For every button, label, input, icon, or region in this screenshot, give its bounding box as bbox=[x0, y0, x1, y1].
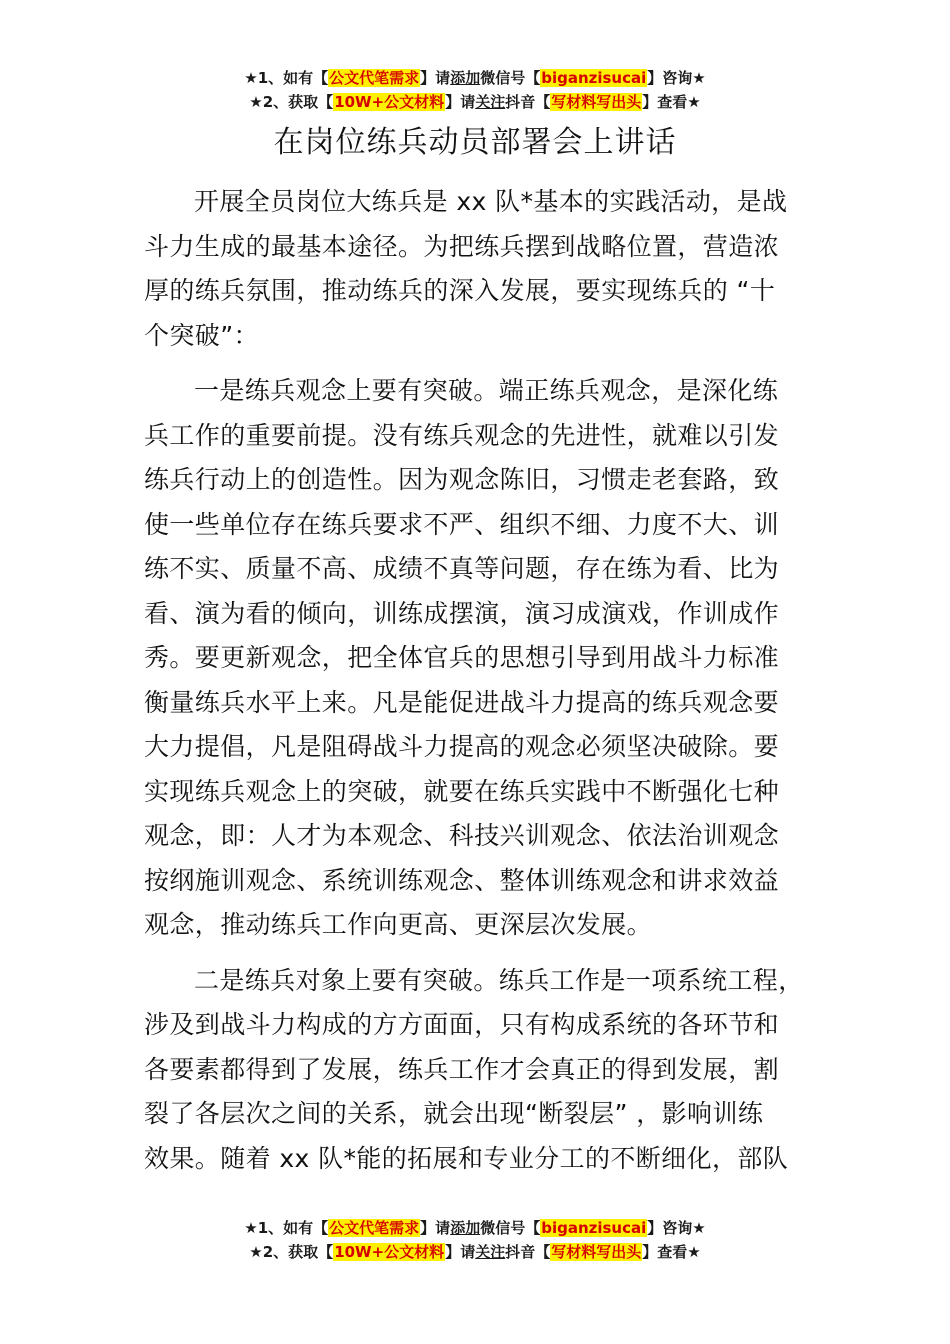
banner-text: ★2、获取【 bbox=[249, 1243, 334, 1261]
banner-text: 抖音【 bbox=[505, 93, 551, 111]
banner-text: 】查看★ bbox=[642, 93, 701, 111]
paragraph bbox=[144, 180, 812, 358]
paragraph-line: 各要素都得到了发展，练兵工作才会真正的得到发展，割 bbox=[144, 1054, 780, 1084]
paragraph-line: 厚的练兵氛围，推动练兵的深入发展，要实现练兵的 “十 bbox=[144, 276, 776, 305]
banner-text: ★1、如有【 bbox=[244, 69, 329, 87]
paragraph-line: 个突破”： bbox=[144, 320, 259, 350]
paragraph-line: 练不实、质量不高、成绩不真等问题，存在练为看、比为 bbox=[144, 554, 780, 583]
banner-text: 】请 bbox=[420, 1219, 451, 1237]
banner-text: 微信号【 bbox=[480, 1219, 541, 1237]
banner-line-1 bbox=[0, 1216, 950, 1240]
header-banner bbox=[0, 66, 950, 114]
paragraph-line: 衡量练兵水平上来。凡是能促进战斗力提高的练兵观念要 bbox=[144, 687, 780, 717]
document-title: 在岗位练兵动员部署会上讲话 bbox=[273, 125, 677, 160]
paragraph-line: 效果。随着 xx 队*能的拓展和专业分工的不断细化，部队 bbox=[144, 1143, 789, 1173]
paragraph-line: 一是练兵观念上要有突破。端正练兵观念，是深化练 bbox=[194, 376, 779, 405]
banner-text: 】咨询★ bbox=[647, 69, 706, 87]
banner-text: 抖音【 bbox=[505, 1243, 551, 1261]
paragraph-line: 斗力生成的最基本途径。为把练兵摆到战略位置，营造浓 bbox=[144, 231, 780, 261]
banner-text: 微信号【 bbox=[480, 69, 541, 87]
highlight-materials: 10W+公文材料 bbox=[334, 93, 445, 111]
highlight-wechat-id: biganzisucai bbox=[541, 69, 647, 87]
banner-text: 】请 bbox=[420, 69, 451, 87]
paragraph bbox=[144, 959, 812, 1182]
paragraph-line: 大力提倡，凡是阻碍战斗力提高的观念必须坚决破除。要 bbox=[144, 732, 780, 761]
highlight-douyin: 写材料写出头 bbox=[551, 1243, 642, 1261]
paragraph-line: 观念，推动练兵工作向更高、更深层次发展。 bbox=[144, 910, 653, 939]
footer-banner bbox=[0, 1216, 950, 1264]
paragraph-line: 观念，即：人才为本观念、科技兴训观念、依法治训观念 bbox=[144, 821, 780, 850]
banner-text: 】请 bbox=[445, 93, 476, 111]
banner-text: ★1、如有【 bbox=[244, 1219, 329, 1237]
paragraph-line: 练兵行动上的创造性。因为观念陈旧，习惯走老套路，致 bbox=[144, 465, 780, 494]
highlight-ghostwriting: 公文代笔需求 bbox=[329, 69, 420, 87]
paragraph-line: 按纲施训观念、系统训练观念、整体训练观念和讲求效益 bbox=[144, 865, 780, 895]
highlight-ghostwriting: 公文代笔需求 bbox=[329, 1219, 420, 1237]
paragraph bbox=[144, 369, 812, 948]
highlight-wechat-id: biganzisucai bbox=[541, 1219, 647, 1237]
paragraph-line: 秀。要更新观念，把全体官兵的思想引导到用战斗力标准 bbox=[144, 643, 780, 672]
banner-line-1 bbox=[0, 66, 950, 90]
banner-text: 】请 bbox=[445, 1243, 476, 1261]
banner-text: 】咨询★ bbox=[647, 1219, 706, 1237]
paragraph-line: 裂了各层次之间的关系，就会出现“断裂层” ，影响训练 bbox=[144, 1099, 764, 1128]
paragraph-line: 看、演为看的倾向，训练成摆演，演习成演戏，作训成作 bbox=[144, 598, 780, 628]
banner-text-underlined: 添加 bbox=[450, 1219, 481, 1237]
document-body bbox=[144, 180, 812, 1192]
banner-text-underlined: 关注 bbox=[475, 1243, 506, 1261]
paragraph-line: 使一些单位存在练兵要求不严、组织不细、力度不大、训 bbox=[144, 509, 780, 539]
highlight-materials: 10W+公文材料 bbox=[334, 1243, 445, 1261]
banner-text-underlined: 添加 bbox=[450, 69, 481, 87]
paragraph-line: 涉及到战斗力构成的方方面面，只有构成系统的各环节和 bbox=[144, 1010, 780, 1039]
banner-line-2 bbox=[0, 90, 950, 114]
banner-text: ★2、获取【 bbox=[249, 93, 334, 111]
banner-line-2 bbox=[0, 1240, 950, 1264]
banner-text: 】查看★ bbox=[642, 1243, 701, 1261]
banner-text-underlined: 关注 bbox=[475, 93, 506, 111]
paragraph-line: 开展全员岗位大练兵是 xx 队*基本的实践活动，是战 bbox=[194, 187, 788, 216]
paragraph-line: 兵工作的重要前提。没有练兵观念的先进性，就难以引发 bbox=[144, 420, 780, 450]
highlight-douyin: 写材料写出头 bbox=[551, 93, 642, 111]
paragraph-line: 二是练兵对象上要有突破。练兵工作是一项系统工程， bbox=[194, 965, 804, 995]
paragraph-line: 实现练兵观念上的突破，就要在练兵实践中不断强化七种 bbox=[144, 776, 780, 806]
